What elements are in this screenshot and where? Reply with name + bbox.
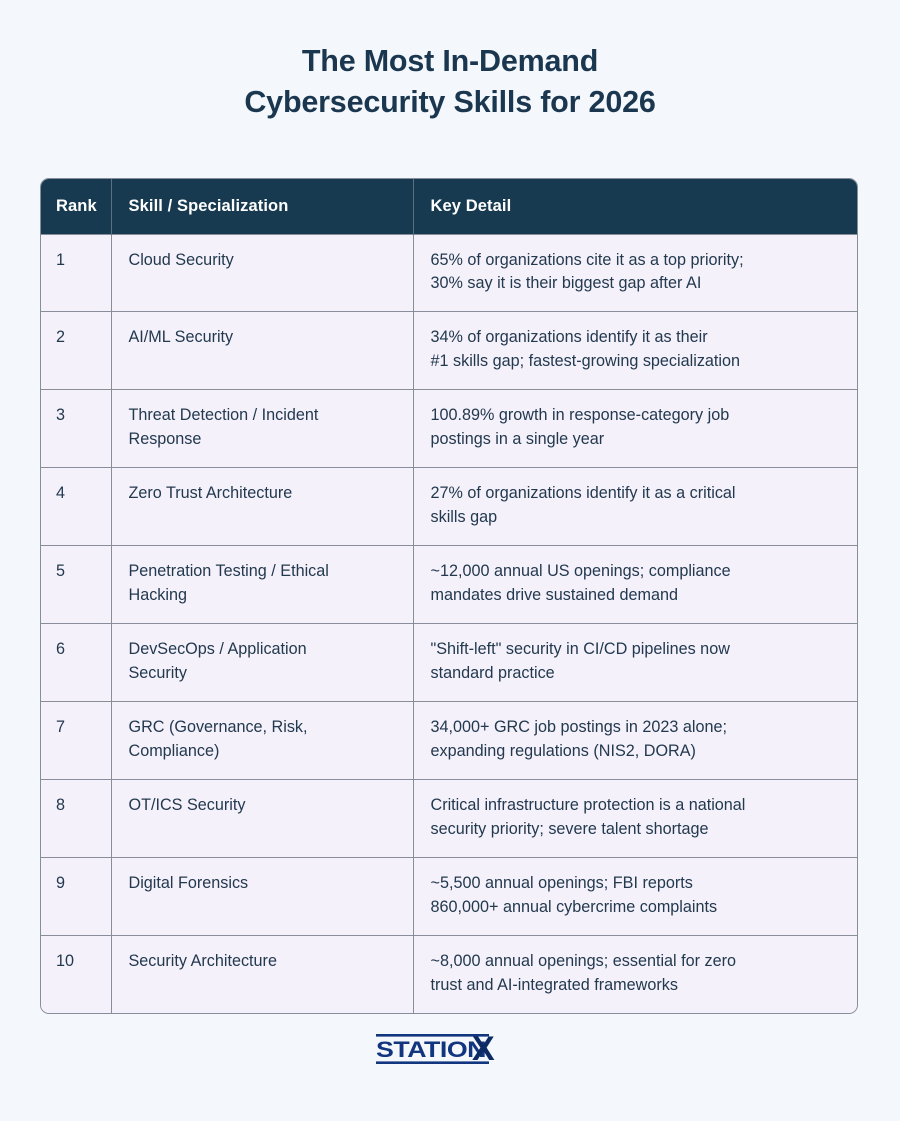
skills-table: [41, 179, 857, 1013]
cell-detail-line-2: standard practice: [430, 663, 555, 682]
cell-detail-line-1: Critical infrastructure protection is a national: [430, 796, 746, 815]
table-row: [41, 702, 857, 780]
table-row: [41, 546, 857, 624]
cell-rank: 2: [41, 312, 111, 390]
page-title-line-1: The Most In-Demand: [301, 44, 599, 78]
column-header-detail: Key Detail: [413, 179, 857, 234]
cell-detail: [413, 858, 857, 936]
table-header: [41, 179, 857, 234]
cell-rank: 4: [41, 468, 111, 546]
cell-detail: [413, 312, 857, 390]
cell-skill: [111, 546, 413, 624]
cell-skill: [111, 312, 413, 390]
cell-skill-line-1: DevSecOps / Application: [128, 640, 307, 659]
cell-detail-line-2: #1 skills gap; fastest-growing specialization: [430, 351, 741, 370]
cell-skill-line-1: AI/ML Security: [128, 328, 234, 347]
cell-detail-line-1: 34,000+ GRC job postings in 2023 alone;: [430, 718, 728, 737]
cell-skill: [111, 858, 413, 936]
cell-rank: 7: [41, 702, 111, 780]
cell-skill-line-1: Digital Forensics: [128, 874, 249, 893]
cell-detail: [413, 468, 857, 546]
cell-detail-line-2: postings in a single year: [430, 429, 605, 448]
cell-detail-line-1: 100.89% growth in response-category job: [430, 406, 730, 425]
cell-skill-line-1: Security Architecture: [128, 952, 277, 971]
table-row: [41, 468, 857, 546]
table-row: [41, 858, 857, 936]
cell-detail: [413, 234, 857, 312]
cell-skill-line-2: Security: [128, 663, 187, 682]
cell-detail-line-1: ~12,000 annual US openings; compliance: [430, 562, 731, 581]
page-title-line-2: Cybersecurity Skills for 2026: [244, 84, 656, 119]
cell-detail-line-2: expanding regulations (NIS2, DORA): [430, 741, 696, 760]
cell-detail: [413, 936, 857, 1013]
logo-wordmark-text: STATION: [376, 1037, 486, 1062]
cell-skill-line-1: Zero Trust Architecture: [128, 484, 293, 503]
cell-skill: [111, 624, 413, 702]
cell-detail: [413, 390, 857, 468]
cell-skill-line-2: Hacking: [128, 585, 187, 604]
cell-detail: [413, 780, 857, 858]
table-row: [41, 390, 857, 468]
cell-detail-line-2: 860,000+ annual cybercrime complaints: [430, 897, 718, 916]
cell-skill-line-1: Penetration Testing / Ethical: [128, 562, 329, 581]
cell-detail-line-2: 30% say it is their biggest gap after AI: [430, 273, 702, 292]
cell-rank: 9: [41, 858, 111, 936]
footer: [0, 1032, 900, 1066]
cell-rank: 10: [41, 936, 111, 1013]
cell-skill-line-2: Response: [128, 429, 202, 448]
cell-rank: 5: [41, 546, 111, 624]
cell-skill: [111, 936, 413, 1013]
cell-rank: 8: [41, 780, 111, 858]
skills-table-container: [40, 178, 858, 1014]
column-header-rank: Rank: [41, 179, 111, 234]
cell-rank: 3: [41, 390, 111, 468]
cell-detail-line-1: 65% of organizations cite it as a top priority;: [430, 250, 744, 269]
table-row: [41, 234, 857, 312]
cell-rank: 6: [41, 624, 111, 702]
cell-detail-line-1: 27% of organizations identify it as a critical: [430, 484, 736, 503]
cell-skill-line-1: Threat Detection / Incident: [128, 406, 319, 425]
page-title: [0, 0, 900, 122]
cell-skill-line-2: Compliance): [128, 741, 220, 760]
cell-skill: [111, 390, 413, 468]
cell-skill-line-1: GRC (Governance, Risk,: [128, 718, 308, 737]
cell-rank: 1: [41, 234, 111, 312]
cell-detail-line-2: security priority; severe talent shortage: [430, 819, 709, 838]
cell-detail-line-2: mandates drive sustained demand: [430, 585, 678, 604]
table-body: [41, 234, 857, 1013]
cell-skill-line-1: Cloud Security: [128, 250, 234, 269]
cell-detail: [413, 702, 857, 780]
stationx-logo: [376, 1032, 524, 1066]
logo-x-mark: X: [472, 1032, 495, 1066]
cell-skill: [111, 702, 413, 780]
table-row: [41, 624, 857, 702]
table-row: [41, 780, 857, 858]
cell-detail: [413, 546, 857, 624]
cell-skill: [111, 468, 413, 546]
table-row: [41, 936, 857, 1013]
cell-detail-line-2: trust and AI-integrated frameworks: [430, 975, 678, 994]
cell-detail-line-1: ~8,000 annual openings; essential for zero: [430, 952, 737, 971]
table-row: [41, 312, 857, 390]
cell-detail-line-1: 34% of organizations identify it as their: [430, 328, 708, 347]
cell-skill: [111, 780, 413, 858]
cell-detail-line-2: skills gap: [430, 507, 498, 526]
cell-skill: [111, 234, 413, 312]
column-header-skill: Skill / Specialization: [111, 179, 413, 234]
cell-skill-line-1: OT/ICS Security: [128, 796, 246, 815]
table-header-row: [41, 179, 857, 234]
cell-detail-line-1: ~5,500 annual openings; FBI reports: [430, 874, 693, 893]
cell-detail: [413, 624, 857, 702]
cell-detail-line-1: "Shift-left" security in CI/CD pipelines now: [430, 640, 730, 659]
